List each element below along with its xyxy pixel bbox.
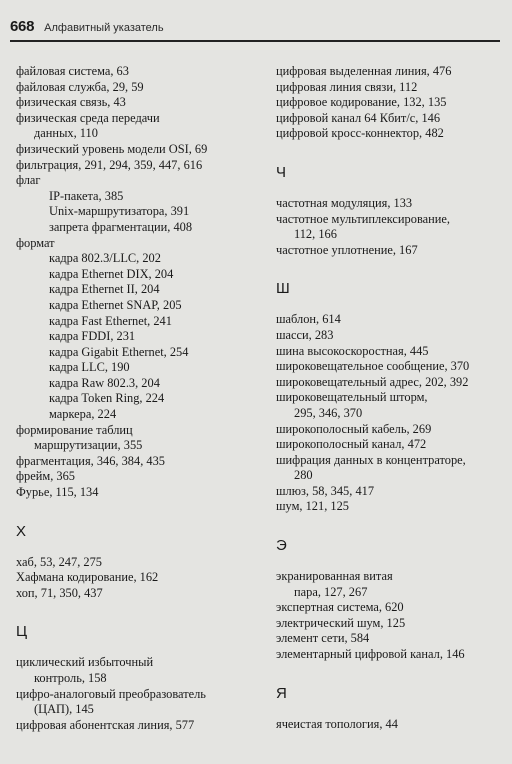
index-subentry: IP-пакета, 385 (49, 188, 124, 203)
index-subentry: кадра Fast Ethernet, 241 (49, 313, 172, 328)
index-entry (276, 484, 504, 500)
entry-text: файловая система, 63 (16, 64, 129, 78)
index-entry (16, 173, 266, 189)
section-letter: Ш (276, 280, 290, 298)
entry-group (16, 555, 266, 602)
entry-group (16, 64, 266, 189)
index-entry (276, 344, 504, 360)
entry-group (16, 423, 266, 501)
entry-text: шасси, 283 (276, 327, 334, 342)
index-entry (276, 212, 504, 243)
index-entry (276, 64, 504, 80)
section-letter: Э (276, 537, 287, 555)
index-subentry: кадра LLC, 190 (49, 360, 130, 375)
entry-continuation: (ЦАП), 145 (34, 702, 94, 717)
entry-text: цифровая выделенная линия, 476 (276, 64, 452, 78)
entry-group (16, 655, 266, 733)
entry-text: формирование таблиц (16, 422, 133, 437)
index-entry (16, 64, 266, 80)
entry-group (276, 717, 504, 733)
index-entry (276, 616, 504, 632)
index-entry (16, 655, 266, 686)
entry-text: фрейм, 365 (16, 469, 75, 484)
index-subentry: запрета фрагментации, 408 (49, 219, 193, 234)
index-entry (16, 142, 266, 158)
sub-entry-group (16, 251, 266, 423)
header-rule (10, 40, 500, 42)
index-entry (276, 647, 504, 663)
entry-continuation: 295, 346, 370 (294, 405, 363, 420)
entry-text: шифрация данных в концентраторе, (276, 452, 466, 467)
entry-text: шаблон, 614 (276, 312, 341, 327)
entry-text: экспертная система, 620 (276, 600, 404, 615)
entry-text: хоп, 71, 350, 437 (16, 585, 103, 600)
entry-continuation: маршрутизации, 355 (34, 438, 143, 453)
entry-text: шина высокоскоростная, 445 (276, 343, 429, 358)
entry-text: элемент сети, 584 (276, 631, 370, 646)
index-entry (16, 687, 266, 718)
entry-text: шлюз, 58, 345, 417 (276, 483, 375, 498)
index-entry (16, 586, 266, 602)
index-entry (276, 312, 504, 328)
running-header (10, 18, 500, 38)
index-entry: формат (16, 235, 55, 250)
index-entry (276, 111, 504, 127)
index-entry (16, 718, 266, 734)
entry-text: хаб, 53, 247, 275 (16, 554, 102, 569)
index-subentry: кадра Raw 802.3, 204 (49, 375, 160, 390)
index-entry (16, 111, 266, 142)
section-letter: Х (16, 522, 27, 540)
entry-group (276, 569, 504, 663)
entry-text: частотное уплотнение, 167 (276, 242, 418, 257)
entry-continuation: пара, 127, 267 (294, 584, 368, 599)
index-entry (16, 423, 266, 454)
sub-entry-group (16, 189, 266, 236)
index-column-right (276, 64, 504, 732)
entry-text: Хафмана кодирование, 162 (16, 570, 159, 585)
entry-text: широковещательный шторм, (276, 390, 428, 405)
index-entry (276, 95, 504, 111)
index-entry (276, 375, 504, 391)
index-entry (276, 390, 504, 421)
entry-text: широкополосный канал, 472 (276, 437, 427, 452)
entry-text: частотная модуляция, 133 (276, 195, 413, 210)
entry-text: цифровая линия связи, 112 (276, 79, 418, 94)
entry-continuation: контроль, 158 (34, 671, 107, 685)
index-subentry: кадра Gigabit Ethernet, 254 (49, 344, 189, 359)
entry-text: ячеистая топология, 44 (276, 716, 398, 731)
entry-text: цифровой канал 64 Кбит/с, 146 (276, 110, 441, 125)
index-subentry: кадра Token Ring, 224 (49, 391, 165, 406)
index-entry (16, 485, 266, 501)
index-entry (276, 569, 504, 600)
entry-text: частотное мультиплексирование, (276, 211, 450, 226)
index-entry (276, 600, 504, 616)
index-entry (16, 555, 266, 571)
entry-group (276, 64, 504, 142)
index-entry (276, 631, 504, 647)
entry-text: цифро-аналоговый преобразователь (16, 686, 206, 701)
index-entry (16, 469, 266, 485)
index-entry (276, 80, 504, 96)
entry-text: флаг (16, 173, 41, 188)
entry-text: циклический избыточный (16, 655, 154, 670)
index-entry (276, 453, 504, 484)
index-entry (276, 328, 504, 344)
section-letter: Ц (16, 623, 28, 641)
entry-text: фильтрация, 291, 294, 359, 447, 616 (16, 157, 203, 172)
entry-text: цифровой кросс-коннектор, 482 (276, 126, 444, 141)
index-subentry: кадра Ethernet SNAP, 205 (49, 297, 182, 312)
index-entry (16, 570, 266, 586)
entry-text: электрический шум, 125 (276, 615, 406, 630)
index-subentry: кадра FDDI, 231 (49, 329, 136, 344)
header-title: Алфавитный указатель (44, 22, 164, 34)
index-entry (276, 499, 504, 515)
entry-group (276, 312, 504, 515)
entry-text: широковещательный адрес, 202, 392 (276, 374, 469, 389)
entry-text: файловая служба, 29, 59 (16, 79, 144, 94)
index-entry (276, 717, 504, 733)
index-entry (276, 422, 504, 438)
index-entry (276, 243, 504, 259)
entry-text: элементарный цифровой канал, 146 (276, 647, 465, 662)
section-letter: Ч (276, 163, 286, 181)
index-subentry: Unix-маршрутизатора, 391 (49, 204, 190, 219)
index-entry (16, 95, 266, 111)
index-column-left (16, 64, 266, 733)
index-entry (276, 196, 504, 212)
entry-continuation: 112, 166 (294, 227, 337, 242)
entry-text: экранированная витая (276, 569, 393, 584)
entry-text: физическая среда передачи (16, 110, 160, 125)
index-subentry: маркера, 224 (49, 407, 117, 422)
entry-text: фрагментация, 346, 384, 435 (16, 453, 165, 468)
section-letter: Я (276, 684, 287, 702)
index-entry (16, 158, 266, 174)
index-subentry: кадра Ethernet II, 204 (49, 282, 160, 297)
index-entry (16, 80, 266, 96)
entry-text: широкополосный кабель, 269 (276, 421, 432, 436)
entry-continuation: 280 (294, 468, 313, 483)
index-subentry: кадра 802.3/LLC, 202 (49, 251, 161, 266)
index-entry (276, 359, 504, 375)
index-subentry: кадра Ethernet DIX, 204 (49, 266, 174, 281)
entry-text: цифровое кодирование, 132, 135 (276, 95, 447, 110)
entry-text: широковещательное сообщение, 370 (276, 359, 470, 374)
entry-group (276, 196, 504, 258)
index-entry (276, 126, 504, 142)
page-number: 668 (10, 18, 35, 35)
entry-continuation: данных, 110 (34, 126, 98, 141)
entry-text: физическая связь, 43 (16, 95, 126, 110)
index-entry (276, 437, 504, 453)
entry-text: физический уровень модели OSI, 69 (16, 141, 208, 156)
entry-text: шум, 121, 125 (276, 499, 349, 514)
entry-text: Фурье, 115, 134 (16, 485, 99, 500)
index-entry (16, 454, 266, 470)
entry-text: цифровая абонентская линия, 577 (16, 717, 195, 732)
